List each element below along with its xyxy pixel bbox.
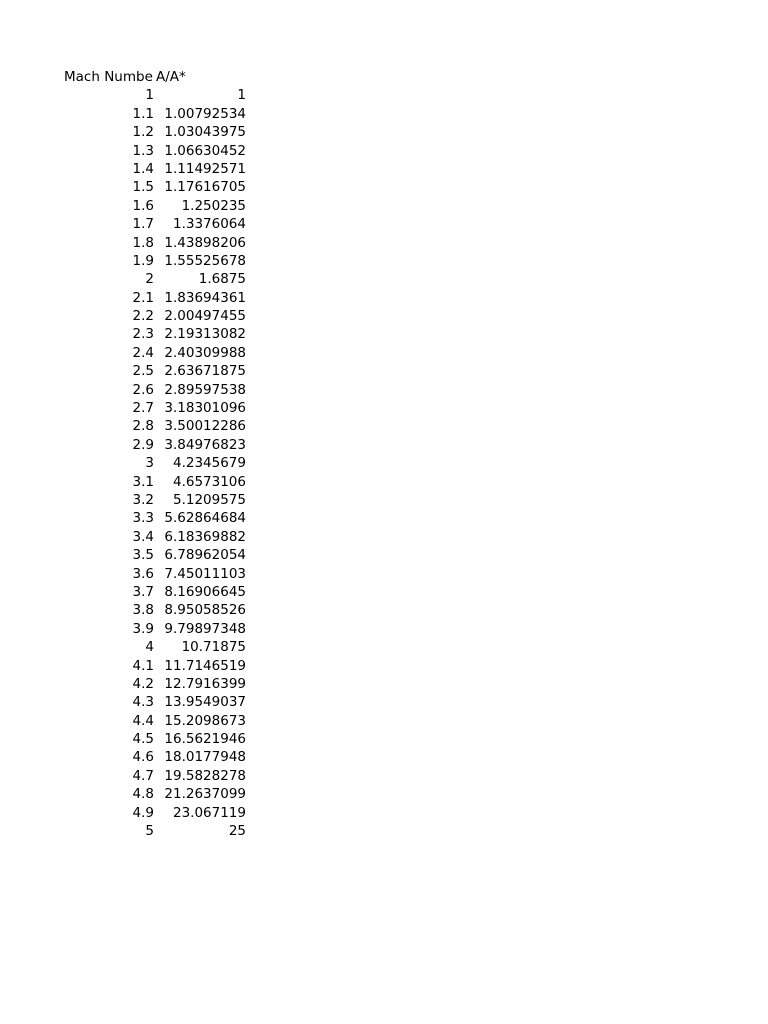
mach-number-cell[interactable]: 4.9 (132, 804, 154, 821)
table-row (64, 454, 248, 472)
area-ratio-cell[interactable]: 1.83694361 (164, 289, 246, 306)
table-row (64, 325, 248, 343)
table-row (64, 436, 248, 454)
mach-number-cell[interactable]: 3.1 (132, 473, 154, 490)
area-ratio-cell[interactable]: 1.250235 (181, 197, 246, 214)
table-row (64, 105, 248, 123)
table-row (64, 399, 248, 417)
table-row (64, 712, 248, 730)
table-row (64, 693, 248, 711)
mach-number-cell[interactable]: 2 (145, 271, 154, 288)
table-row (64, 546, 248, 564)
area-ratio-cell[interactable]: 18.0177948 (164, 749, 246, 766)
table-row (64, 362, 248, 380)
area-ratio-cell[interactable]: 2.63671875 (164, 363, 246, 380)
mach-number-cell[interactable]: 2.4 (132, 344, 154, 361)
area-ratio-cell[interactable]: 1.17616705 (164, 179, 246, 196)
table-row (64, 178, 248, 196)
table-row (64, 289, 248, 307)
area-ratio-cell[interactable]: 13.9549037 (164, 694, 246, 711)
table-row (64, 123, 248, 141)
header-mach-number[interactable]: Mach Numbe (64, 69, 153, 85)
area-ratio-cell[interactable]: 1.43898206 (164, 234, 246, 251)
area-ratio-cell[interactable]: 7.45011103 (164, 565, 246, 582)
table-row (64, 252, 248, 270)
table-row (64, 491, 248, 509)
mach-number-cell[interactable]: 3.4 (132, 528, 154, 545)
table-row (64, 234, 248, 252)
mach-number-cell[interactable]: 3.7 (132, 583, 154, 600)
table-row (64, 620, 248, 638)
mach-number-cell[interactable]: 4.8 (132, 786, 154, 803)
mach-number-cell[interactable]: 1.1 (132, 105, 154, 122)
table-row (64, 197, 248, 215)
mach-number-cell[interactable]: 2.5 (132, 363, 154, 380)
mach-number-cell[interactable]: 3.5 (132, 547, 154, 564)
table-row (64, 785, 248, 803)
area-ratio-cell[interactable]: 10.71875 (181, 639, 246, 656)
table-row (64, 215, 248, 233)
area-ratio-cell[interactable]: 3.18301096 (164, 400, 246, 417)
area-ratio-cell[interactable]: 3.50012286 (164, 418, 246, 435)
area-ratio-cell[interactable]: 1.55525678 (164, 252, 246, 269)
table-row (64, 509, 248, 527)
table-row (64, 767, 248, 785)
area-ratio-cell[interactable]: 8.95058526 (164, 602, 246, 619)
area-ratio-cell[interactable]: 2.40309988 (164, 344, 246, 361)
area-ratio-cell[interactable]: 1.00792534 (164, 105, 246, 122)
area-ratio-cell[interactable]: 2.89597538 (164, 381, 246, 398)
mach-number-cell[interactable]: 3.8 (132, 602, 154, 619)
table-row (64, 601, 248, 619)
mach-number-cell[interactable]: 4 (145, 639, 154, 656)
table-row (64, 657, 248, 675)
table-row (64, 565, 248, 583)
mach-number-cell[interactable]: 5 (145, 823, 154, 840)
table-row (64, 730, 248, 748)
mach-number-cell[interactable]: 1 (145, 87, 154, 104)
table-row (64, 675, 248, 693)
mach-number-cell[interactable]: 2.9 (132, 436, 154, 453)
table-body (64, 86, 248, 840)
area-ratio-cell[interactable]: 1.03043975 (164, 124, 246, 141)
mach-number-cell[interactable]: 4.6 (132, 749, 154, 766)
data-table (64, 68, 248, 840)
table-row (64, 307, 248, 325)
mach-number-cell[interactable]: 1.3 (132, 142, 154, 159)
area-ratio-cell[interactable]: 19.5828278 (164, 767, 246, 784)
area-ratio-cell[interactable]: 23.067119 (172, 804, 246, 821)
mach-number-cell[interactable]: 1.8 (132, 234, 154, 251)
table-row (64, 417, 248, 435)
mach-number-cell[interactable]: 4.3 (132, 694, 154, 711)
area-ratio-cell[interactable]: 16.5621946 (164, 731, 246, 748)
mach-number-cell[interactable]: 1.6 (132, 197, 154, 214)
mach-number-cell[interactable]: 2.6 (132, 381, 154, 398)
table-row (64, 583, 248, 601)
area-ratio-cell[interactable]: 5.62864684 (164, 510, 246, 527)
area-ratio-cell[interactable]: 25 (228, 823, 246, 840)
table-row (64, 528, 248, 546)
area-ratio-cell[interactable]: 1.6875 (198, 271, 246, 288)
area-ratio-cell[interactable]: 1.3376064 (172, 216, 246, 233)
area-ratio-cell[interactable]: 15.2098673 (164, 712, 246, 729)
table-row (64, 822, 248, 840)
area-ratio-cell[interactable]: 2.00497455 (164, 308, 246, 325)
mach-number-cell[interactable]: 3.2 (132, 491, 154, 508)
mach-number-cell[interactable]: 2.8 (132, 418, 154, 435)
area-ratio-cell[interactable]: 11.7146519 (164, 657, 246, 674)
area-ratio-cell[interactable]: 1.11492571 (164, 160, 246, 177)
mach-number-cell[interactable]: 4.5 (132, 731, 154, 748)
area-ratio-cell[interactable]: 1.06630452 (164, 142, 246, 159)
mach-number-cell[interactable]: 4.2 (132, 675, 154, 692)
area-ratio-cell[interactable]: 8.16906645 (164, 583, 246, 600)
area-ratio-cell[interactable]: 12.7916399 (164, 675, 246, 692)
area-ratio-cell[interactable]: 3.84976823 (164, 436, 246, 453)
area-ratio-cell[interactable]: 6.18369882 (164, 528, 246, 545)
table-row (64, 142, 248, 160)
table-row (64, 270, 248, 288)
area-ratio-cell[interactable]: 2.19313082 (164, 326, 246, 343)
mach-number-cell[interactable]: 1.7 (132, 216, 154, 233)
table-row (64, 638, 248, 656)
mach-number-cell[interactable]: 1.2 (132, 124, 154, 141)
area-ratio-cell[interactable]: 6.78962054 (164, 547, 246, 564)
table-row (64, 86, 248, 104)
mach-number-cell[interactable]: 4.4 (132, 712, 154, 729)
mach-number-cell[interactable]: 4.1 (132, 657, 154, 674)
area-ratio-cell[interactable]: 4.2345679 (172, 455, 246, 472)
mach-number-cell[interactable]: 2.7 (132, 400, 154, 417)
mach-number-cell[interactable]: 3.9 (132, 620, 154, 637)
mach-number-cell[interactable]: 2.1 (132, 289, 154, 306)
table-row (64, 160, 248, 178)
mach-number-cell[interactable]: 1.4 (132, 160, 154, 177)
mach-number-cell[interactable]: 2.3 (132, 326, 154, 343)
area-ratio-cell[interactable]: 4.6573106 (172, 473, 246, 490)
header-row (64, 68, 248, 86)
table-row (64, 473, 248, 491)
mach-number-cell[interactable]: 3 (145, 455, 154, 472)
mach-number-cell[interactable]: 1.5 (132, 179, 154, 196)
area-ratio-cell[interactable]: 1 (237, 87, 246, 104)
mach-number-cell[interactable]: 2.2 (132, 308, 154, 325)
table-row (64, 381, 248, 399)
mach-number-cell[interactable]: 3.6 (132, 565, 154, 582)
table-row (64, 804, 248, 822)
mach-number-cell[interactable]: 4.7 (132, 767, 154, 784)
area-ratio-cell[interactable]: 9.79897348 (164, 620, 246, 637)
table-row (64, 748, 248, 766)
table-row (64, 344, 248, 362)
mach-number-cell[interactable]: 1.9 (132, 252, 154, 269)
area-ratio-cell[interactable]: 21.2637099 (164, 786, 246, 803)
area-ratio-cell[interactable]: 5.1209575 (172, 491, 246, 508)
header-area-ratio[interactable]: A/A* (156, 69, 186, 85)
mach-number-cell[interactable]: 3.3 (132, 510, 154, 527)
